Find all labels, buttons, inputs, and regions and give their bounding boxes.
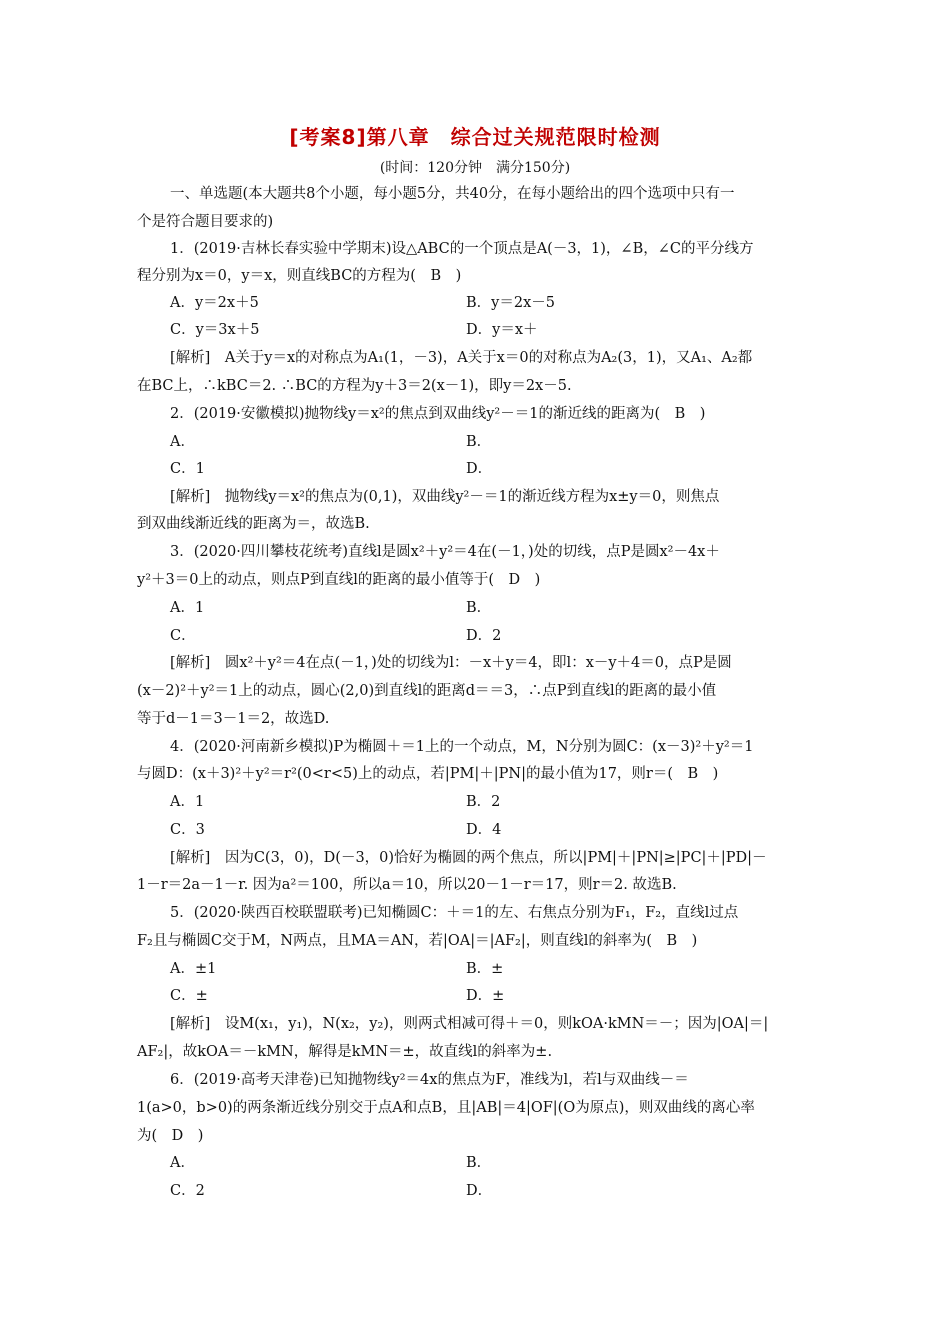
- q5-solution-cont: AF₂|，故kOA＝－kMN，解得是kMN＝±，故直线l的斜率为±.: [137, 1044, 553, 1060]
- q5-stem: 5．(2020·陕西百校联盟联考)已知椭圆C：＋＝1的左、右焦点分别为F₁，F₂，直线l过点: [170, 905, 739, 921]
- q6-option-a: A．: [170, 1155, 195, 1171]
- q2-option-d: D．: [466, 461, 493, 477]
- q4-option-b: B．2: [466, 794, 501, 810]
- q6-option-d: D．: [466, 1183, 493, 1199]
- q6-option-c: C．2: [170, 1183, 205, 1199]
- q2-option-c: C．1: [170, 461, 205, 477]
- q6-option-b: B．: [466, 1155, 492, 1171]
- q4-stem: 4．(2020·河南新乡模拟)P为椭圆＋＝1上的一个动点，M，N分别为圆C：(x－3)²＋y²＝1: [170, 739, 754, 755]
- q1-solution: [解析] A关于y＝x的对称点为A₁(1，－3)，A关于x＝0的对称点为A₂(3，1)，又A₁、A₂都: [170, 350, 753, 366]
- q2-option-a: A．: [170, 434, 195, 450]
- q3-solution-cont: (x－2)²＋y²＝1上的动点，圆心(2,0)到直线l的距离d＝＝3，∴点P到直线l的距离的最小值: [137, 683, 717, 699]
- q3-option-c: C．: [170, 628, 196, 644]
- q3-option-d: D．2: [466, 628, 502, 644]
- q3-option-b: B．: [466, 600, 492, 616]
- q2-option-b: B．: [466, 434, 492, 450]
- q5-option-d: D．±: [466, 988, 505, 1004]
- q4-solution-cont: 1－r＝2a－1－r. 因为a²＝100，所以a＝10，所以20－1－r＝17，则r＝2. 故选B.: [137, 877, 677, 893]
- q1-stem: 1．(2019·吉林长春实验中学期末)设△ABC的一个顶点是A(－3，1)，∠B，∠C的平分线方: [170, 241, 754, 257]
- q5-option-b: B．±: [466, 961, 504, 977]
- q3-option-a: A．1: [170, 600, 205, 616]
- q1-stem-cont: 程分别为x＝0，y＝x，则直线BC的方程为( B ): [137, 268, 462, 284]
- q5-solution: [解析] 设M(x₁，y₁)，N(x₂，y₂)，则两式相减可得＋＝0，则kOA·kMN＝－；因为|OA|＝|: [170, 1016, 769, 1032]
- q5-option-c: C．±: [170, 988, 208, 1004]
- q4-stem-cont: 与圆D：(x＋3)²＋y²＝r²(0<r<5)上的动点，若|PM|＋|PN|的最小值为17，则r＝( B ): [137, 766, 719, 782]
- q6-stem-cont2: 为( D ): [137, 1128, 204, 1144]
- q1-option-d: D．y＝x＋: [466, 322, 538, 338]
- page-title: [考案8]第八章 综合过关规范限时检测: [289, 125, 661, 149]
- q6-stem-cont: 1(a>0，b>0)的两条渐近线分别交于点A和点B，且|AB|＝4|OF|(O为原点)，则双曲线的离心率: [137, 1100, 755, 1116]
- q6-stem: 6．(2019·高考天津卷)已知抛物线y²＝4x的焦点为F，准线为l，若l与双曲线－＝: [170, 1072, 689, 1088]
- q3-stem: 3．(2020·四川攀枝花统考)直线l是圆x²＋y²＝4在(－1，)处的切线，点P是圆x²－4x＋: [170, 544, 720, 560]
- q1-solution-cont: 在BC上，∴kBC＝2. ∴BC的方程为y＋3＝2(x－1)，即y＝2x－5.: [137, 378, 572, 394]
- q3-solution-cont2: 等于d－1＝3－1＝2，故选D.: [137, 711, 330, 727]
- q4-option-c: C．3: [170, 822, 205, 838]
- q3-solution: [解析] 圆x²＋y²＝4在点(－1，)处的切线为l：－x＋y＝4，即l：x－y＋4＝0，点P是圆: [170, 655, 732, 671]
- section-heading: 一、单选题(本大题共8个小题，每小题5分，共40分，在每小题给出的四个选项中只有一: [170, 186, 735, 202]
- q1-option-c: C．y＝3x＋5: [170, 322, 260, 338]
- q2-solution-cont: 到双曲线渐近线的距离为＝，故选B.: [137, 516, 370, 532]
- q5-option-a: A．±1: [170, 961, 217, 977]
- exam-time-info: (时间：120分钟 满分150分): [379, 160, 571, 176]
- q3-stem-cont: y²＋3＝0上的动点，则点P到直线l的距离的最小值等于( D ): [137, 572, 541, 588]
- q1-option-b: B．y＝2x－5: [466, 295, 555, 311]
- section-heading-cont: 个是符合题目要求的): [137, 214, 274, 230]
- q4-option-d: D．4: [466, 822, 502, 838]
- q4-option-a: A．1: [170, 794, 205, 810]
- q4-solution: [解析] 因为C(3，0)，D(－3，0)恰好为椭圆的两个焦点，所以|PM|＋|PN|≥|PC|＋|PD|－: [170, 850, 767, 866]
- q1-option-a: A．y＝2x＋5: [170, 295, 259, 311]
- q2-solution: [解析] 抛物线y＝x²的焦点为(0,1)，双曲线y²－＝1的渐近线方程为x±y＝0，则焦点: [170, 489, 720, 505]
- q2-stem: 2．(2019·安徽模拟)抛物线y＝x²的焦点到双曲线y²－＝1的渐近线的距离为( B ): [170, 406, 706, 422]
- q5-stem-cont: F₂且与椭圆C交于M，N两点，且MA＝AN，若|OA|＝|AF₂|，则直线l的斜率为( B ): [137, 933, 698, 949]
